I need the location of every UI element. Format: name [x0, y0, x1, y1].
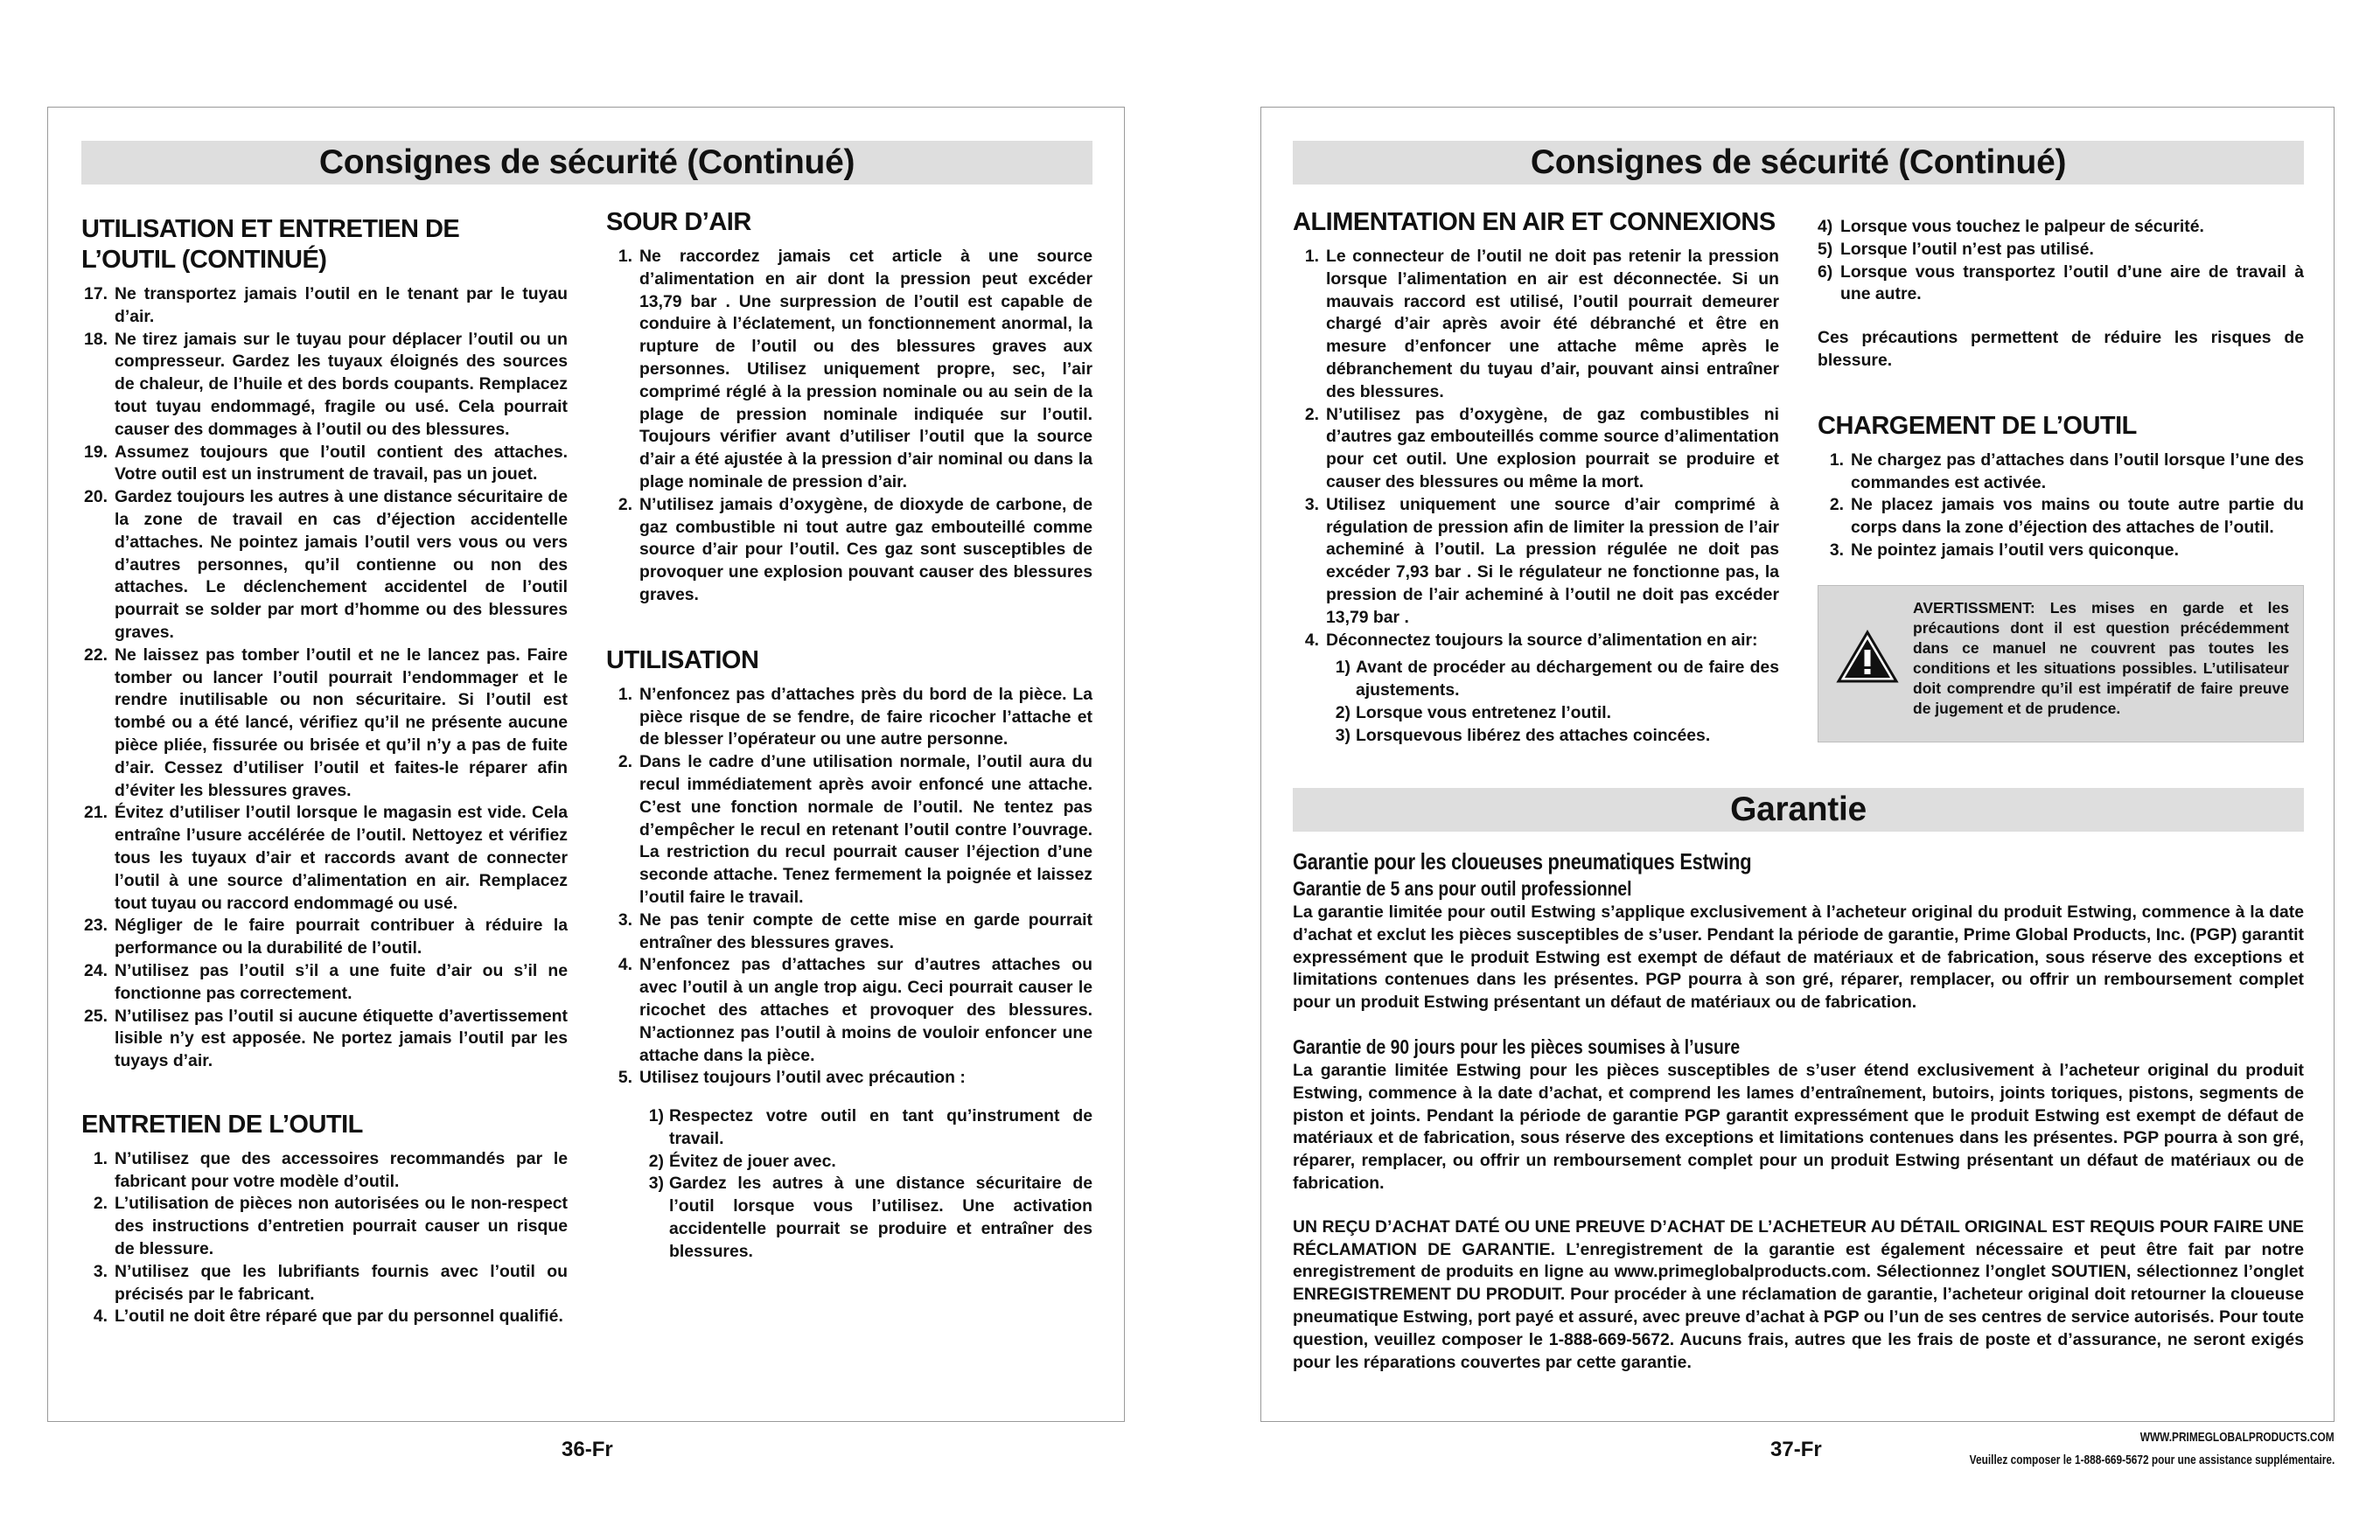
garantie-title: Garantie pour les cloueuses pneumatiques Estwing — [1293, 848, 1752, 875]
sublist-utilisation — [639, 1105, 1092, 1264]
list-item: 3. N’utilisez que les lubrifiants fournis avec l’outil ou précisés par le fabricant. — [93, 1261, 568, 1304]
list-item: 2. Ne placez jamais vos mains ou toute autre partie du corps dans la zone d’éjection des attaches de l’outil. — [1829, 495, 2304, 538]
list-item: 24. N’utilisez pas l’outil s’il a une fuite d’air ou s’il ne fonctionne pas correctement. — [84, 960, 568, 1003]
list-sour-air — [606, 246, 1092, 607]
list-item: 2. N’utilisez jamais d’oxygène, de dioxyde de carbone, de gaz combustible ni tout autre gaz embouteillé comme source d’air pour l’outil. Ces gaz sont susceptibles de provoquer une explosion pouvant causer des blessures graves. — [618, 494, 1092, 604]
list-alimentation — [1293, 246, 1779, 748]
list-item: 1) Respectez votre outil en tant qu’instrument de travail. — [648, 1106, 1092, 1148]
garantie-subtitle-5ans: Garantie de 5 ans pour outil professionnel — [1293, 877, 1632, 900]
list-item: 1. Ne raccordez jamais cet article à une source d’alimentation en air dont la pression peut excéder 13,79 bar . Une surpression de l’outil est capable de conduire à l’éclatement, un fonctionnement anormal, la rupture de l’outil ou des blessures graves aux personnes. Utilisez uniquement propre, sec, l’air comprimé réglé à la pression nominale ou au sein de la plage de pression nominale indiquée sur l’outil. Toujours vérifier avant d’utiliser l’outil que la source d’air a été ajustée à la pression d’air nominal ou dans la plage nominale de pression d’air. — [618, 247, 1092, 491]
footer-phone: Veuillez composer le 1-888-669-5672 pour une assistance supplémentaire. — [1969, 1453, 2335, 1467]
warning-triangle-icon — [1836, 630, 1899, 684]
list-item: 25. N’utilisez pas l’outil si aucune étiquette d’avertissement lisible n’y est apposée. Ne portez jamais l’outil par les tuyays d’air. — [84, 1006, 568, 1071]
warning-box — [1818, 585, 2304, 742]
list-item: 4. N’enfoncez pas d’attaches sur d’autres attaches ou avec l’outil à un angle trop aigu. Ceci pourrait causer le ricochet des attaches et provoquer des blessures. N’actionnez pas l’outil à moins de vouloir enfoncer une attache dans la pièce. — [618, 955, 1092, 1065]
list-item: 4. Déconnectez toujours la source d’alimentation en air: 1) Avant de procéder au déchargement ou de faire des ajustements. 2) Lorsque vous entretenez l’outil. 3) Lorsquevous libérez des attaches coincées. — [1293, 630, 1779, 748]
section-heading-alimentation: ALIMENTATION EN AIR ET CONNEXIONS — [1293, 208, 1776, 236]
list-item: 18. Ne tirez jamais sur le tuyau pour déplacer l’outil ou un compresseur. Gardez les tuyaux éloignés des sources de chaleur, de l’huile et des bords coupants. Remplacez tout tuyau endommagé, fragile ou usé. Cela pourrait causer des dommages à l’outil ou des blessures. — [84, 329, 568, 439]
list-item: 3) Gardez les autres à une distance sécuritaire de l’outil lorsque vous l’utilisez. Une activation accidentelle pourrait se produire et entraîner des blessures. — [648, 1174, 1092, 1261]
list-utilisation-entretien — [81, 283, 568, 1073]
list-item: 20. Gardez toujours les autres à une distance sécuritaire de la zone de travail en cas d’éjection accidentelle d’attaches. Ne pointez jamais l’outil vers vous ou vers d’autres personnes, qu’il contienne ou non des attaches. Le déclenchement accidentel de l’outil pourrait se solder par mort d’homme ou des blessures graves. — [84, 487, 568, 642]
page-number-left: 36-Fr — [562, 1438, 613, 1461]
section-heading-chargement: CHARGEMENT DE L’OUTIL — [1818, 411, 2137, 440]
list-item: 2. N’utilisez pas d’oxygène, de gaz combustibles ni d’autres gaz embouteillés comme source d’alimentation pour cet outil. Une explosion pourrait se produire et causer des blessures ou même la mort. — [1304, 404, 1779, 491]
garantie-paragraph-1: La garantie limitée pour outil Estwing s’applique exclusivement à l’acheteur original du produit Estwing, commence à la date d’achat et exclut les pièces susceptibles de s’user. Pendant la période de garantie, Prime Global Products, Inc. (PGP) garantit expressément que le produit Estwing est exempt de défaut de matériaux et de fabrication, sous réserve des exceptions et limitations contenues dans les présentes. PGP pourra à son gré, réparer, remplacer, ou offrir un remboursement complet pour un produit Estwing présentant un défaut de matériaux ou de fabrication. — [1293, 902, 2304, 1013]
page-left — [47, 107, 1125, 1422]
page-right — [1260, 107, 2335, 1422]
list-item: 2. Dans le cadre d’une utilisation normale, l’outil aura du recul immédiatement après avoir enfoncé une attache. C’est une fonction normale de l’outil. Ne tentez pas d’empêcher le recul en retenant l’outil contre l’ouvrage. La restriction du recul pourrait causer l’éjection d’une seconde attache. Tenez fermement la poignée et laissez l’outil faire le travail. — [618, 752, 1092, 907]
precautions-note: Ces précautions permettent de réduire les risques de blessure. — [1818, 328, 2304, 370]
list-item: 1. N’utilisez que des accessoires recommandés par le fabricant pour votre modèle d’outil. — [93, 1148, 568, 1191]
list-item: 2) Évitez de jouer avec. — [648, 1151, 836, 1171]
section-heading-sour-air: SOUR D’AIR — [606, 208, 751, 236]
sublist-alimentation — [1326, 657, 1779, 747]
list-item: 4. L’outil ne doit être réparé que par du personnel qualifié. — [93, 1307, 563, 1327]
list-item: 23. Négliger de le faire pourrait contribuer à réduire la performance ou la durabilité de l’outil. — [84, 916, 568, 958]
list-item: 3) Lorsquevous libérez des attaches coincées. — [1335, 725, 1711, 745]
garantie-paragraph-3: UN REÇU D’ACHAT DATÉ OU UNE PREUVE D’ACHAT DE L’ACHETEUR AU DÉTAIL ORIGINAL EST REQUIS POUR FAIRE UNE RÉCLAMATION DE GARANTIE. L’enregistrement de la garantie est également nécessaire et peut être fait par notre enregistrement de produits en ligne au www.primeglobalproducts.com. Sélectionnez l’onglet SOUTIEN, sélectionnez l’onglet ENREGISTREMENT DU PRODUIT. Pour procéder à une réclamation de garantie, l’acheteur original doit retourner la cloueuse pneumatique Estwing, port payé et assuré, avec preuve d’achat à PGP ou l’un de ses centres de service autorisés. Pour toute question, veuillez composer le 1-888-669-5672. Aucuns frais, autres que les frais de poste et d’assurance, ne seront exigés pour les réparations couvertes par cette garantie. — [1293, 1216, 2304, 1372]
list-item: 21. Évitez d’utiliser l’outil lorsque le magasin est vide. Cela entraîne l’usure accélérée de l’outil. Nettoyez et vérifiez tous les tuyaux d’air et raccords avant de connecter l’outil à une source d’alimentation en air. Remplacez tout tuyau ou raccord endommagé ou usé. — [84, 803, 568, 913]
list-item: 1. N’enfoncez pas d’attaches près du bord de la pièce. La pièce risque de se fendre, de faire ricocher l’attache et de blesser l’opérateur ou une autre personne. — [618, 684, 1092, 749]
list-item: 1. Le connecteur de l’outil ne doit pas retenir la pression lorsque l’alimentation en air est déconnectée. Si un mauvais raccord est utilisé, l’outil pourrait demeurer chargé d’air après avoir été débranché et être en mesure d’enfoncer une attache même après le débranchement du tuyau d’air, pouvant ainsi entraîner des blessures. — [1304, 247, 1779, 401]
sublist-alimentation-cont — [1818, 216, 2304, 306]
section-heading-utilisation-entretien: UTILISATION ET ENTRETIEN DE L’OUTIL (CONTINUÉ) — [81, 215, 460, 274]
garantie-subtitle-90jours: Garantie de 90 jours pour les pièces soumises à l’usure — [1293, 1035, 1741, 1058]
list-item: 3. Ne pas tenir compte de cette mise en garde pourrait entraîner des blessures graves. — [618, 909, 1092, 952]
list-item: 5) Lorsque l’outil n’est pas utilisé. — [1818, 239, 2094, 259]
list-entretien — [81, 1148, 568, 1328]
garantie-paragraph-2: La garantie limitée Estwing pour les pièces susceptibles de s’user étend exclusivement à l’acheteur original du produit Estwing, commence à la date d’achat, et comprend les lames d’entraînement, butoirs, joints toriques, pistons, segments de piston et joints. Pendant la période de garantie PGP garantit expressément que le produit Estwing est exempt de défaut de matériaux et de fabrication, sous réserve des exceptions et limitations contenues dans les présentes. PGP pourra à son gré, réparer, remplacer, ou offrir un remboursement complet pour un produit Estwing présentant un défaut de matériaux ou de fabrication. — [1293, 1060, 2304, 1193]
right-column-2 — [1818, 216, 2304, 562]
page-number-right: 37-Fr — [1770, 1438, 1822, 1461]
garantie-banner: Garantie — [1293, 788, 2304, 832]
warning-text: AVERTISSMENT: Les mises en garde et les précautions dont il est question précédemment dans ce manuel ne couvrent pas toutes les conditions et les situations possibles. L’utilisateur doit comprendre qu’il est impératif de faire preuve de jugement et de prudence. — [1913, 599, 2289, 717]
list-item: 1. Ne chargez pas d’attaches dans l’outil lorsque l’une des commandes est activée. — [1829, 449, 2304, 492]
right-column-1 — [1293, 207, 1779, 748]
list-item: 22. Ne laissez pas tomber l’outil et ne le lancez pas. Faire tomber ou lancer l’outil pourrait l’endommager et le rendre inutilisable ou non sécuritaire. Si l’outil est tombé ou a été lancé, vérifiez qu’il ne présente aucune pièce pliée, fissurée ou brisée et qu’il n’y a pas de fuite d’air. Cessez d’utiliser l’outil et faites-le réparer afin d’éviter les blessures graves. — [84, 645, 568, 800]
list-item: 3. Ne pointez jamais l’outil vers quiconque. — [1829, 540, 2179, 560]
list-item: 2. L’utilisation de pièces non autorisées ou le non-respect des instructions d’entretien pourrait causer un risque de blessure. — [93, 1194, 568, 1259]
left-column-1 — [81, 214, 568, 1328]
list-item: 1) Avant de procéder au déchargement ou de faire des ajustements. — [1335, 658, 1779, 700]
left-column-2 — [606, 207, 1092, 1264]
page-banner: Consignes de sécurité (Continué) — [81, 141, 1092, 185]
list-utilisation — [606, 684, 1092, 1264]
list-item: 19. Assumez toujours que l’outil contient des attaches. Votre outil est un instrument de travail, pas un jouet. — [84, 442, 568, 484]
list-item: 4) Lorsque vous touchez le palpeur de sécurité. — [1818, 217, 2204, 236]
list-chargement — [1818, 449, 2304, 562]
section-heading-utilisation: UTILISATION — [606, 645, 759, 674]
section-heading-entretien: ENTRETIEN DE L’OUTIL — [81, 1110, 363, 1139]
list-item: 6) Lorsque vous transportez l’outil d’une aire de travail à une autre. — [1818, 261, 2304, 304]
garantie-section — [1293, 847, 2304, 1374]
page-banner: Consignes de sécurité (Continué) — [1293, 141, 2304, 185]
list-item: 5. Utilisez toujours l’outil avec précaution : 1) Respectez votre outil en tant qu’instrument de travail. 2) Évitez de jouer avec. 3) Gardez les autres à une distance sécuritaire de l’outil lorsque vous l’utilisez. Une activation accidentelle pourrait se produire et entraîner des blessures. — [606, 1067, 1092, 1263]
list-item: 3. Utilisez uniquement une source d’air comprimé à régulation de pression afin de limiter la pression de l’air acheminé à l’outil. La pression régulée ne doit pas excéder 7,93 bar . Si le régulateur ne fonctionne pas, la pression de l’air acheminé à l’outil ne doit pas excéder 13,79 bar . — [1304, 494, 1779, 627]
list-item: 2) Lorsque vous entretenez l’outil. — [1335, 702, 1611, 722]
footer-url: WWW.PRIMEGLOBALPRODUCTS.COM — [2140, 1431, 2335, 1445]
list-item: 17. Ne transportez jamais l’outil en le tenant par le tuyau d’air. — [84, 284, 568, 326]
